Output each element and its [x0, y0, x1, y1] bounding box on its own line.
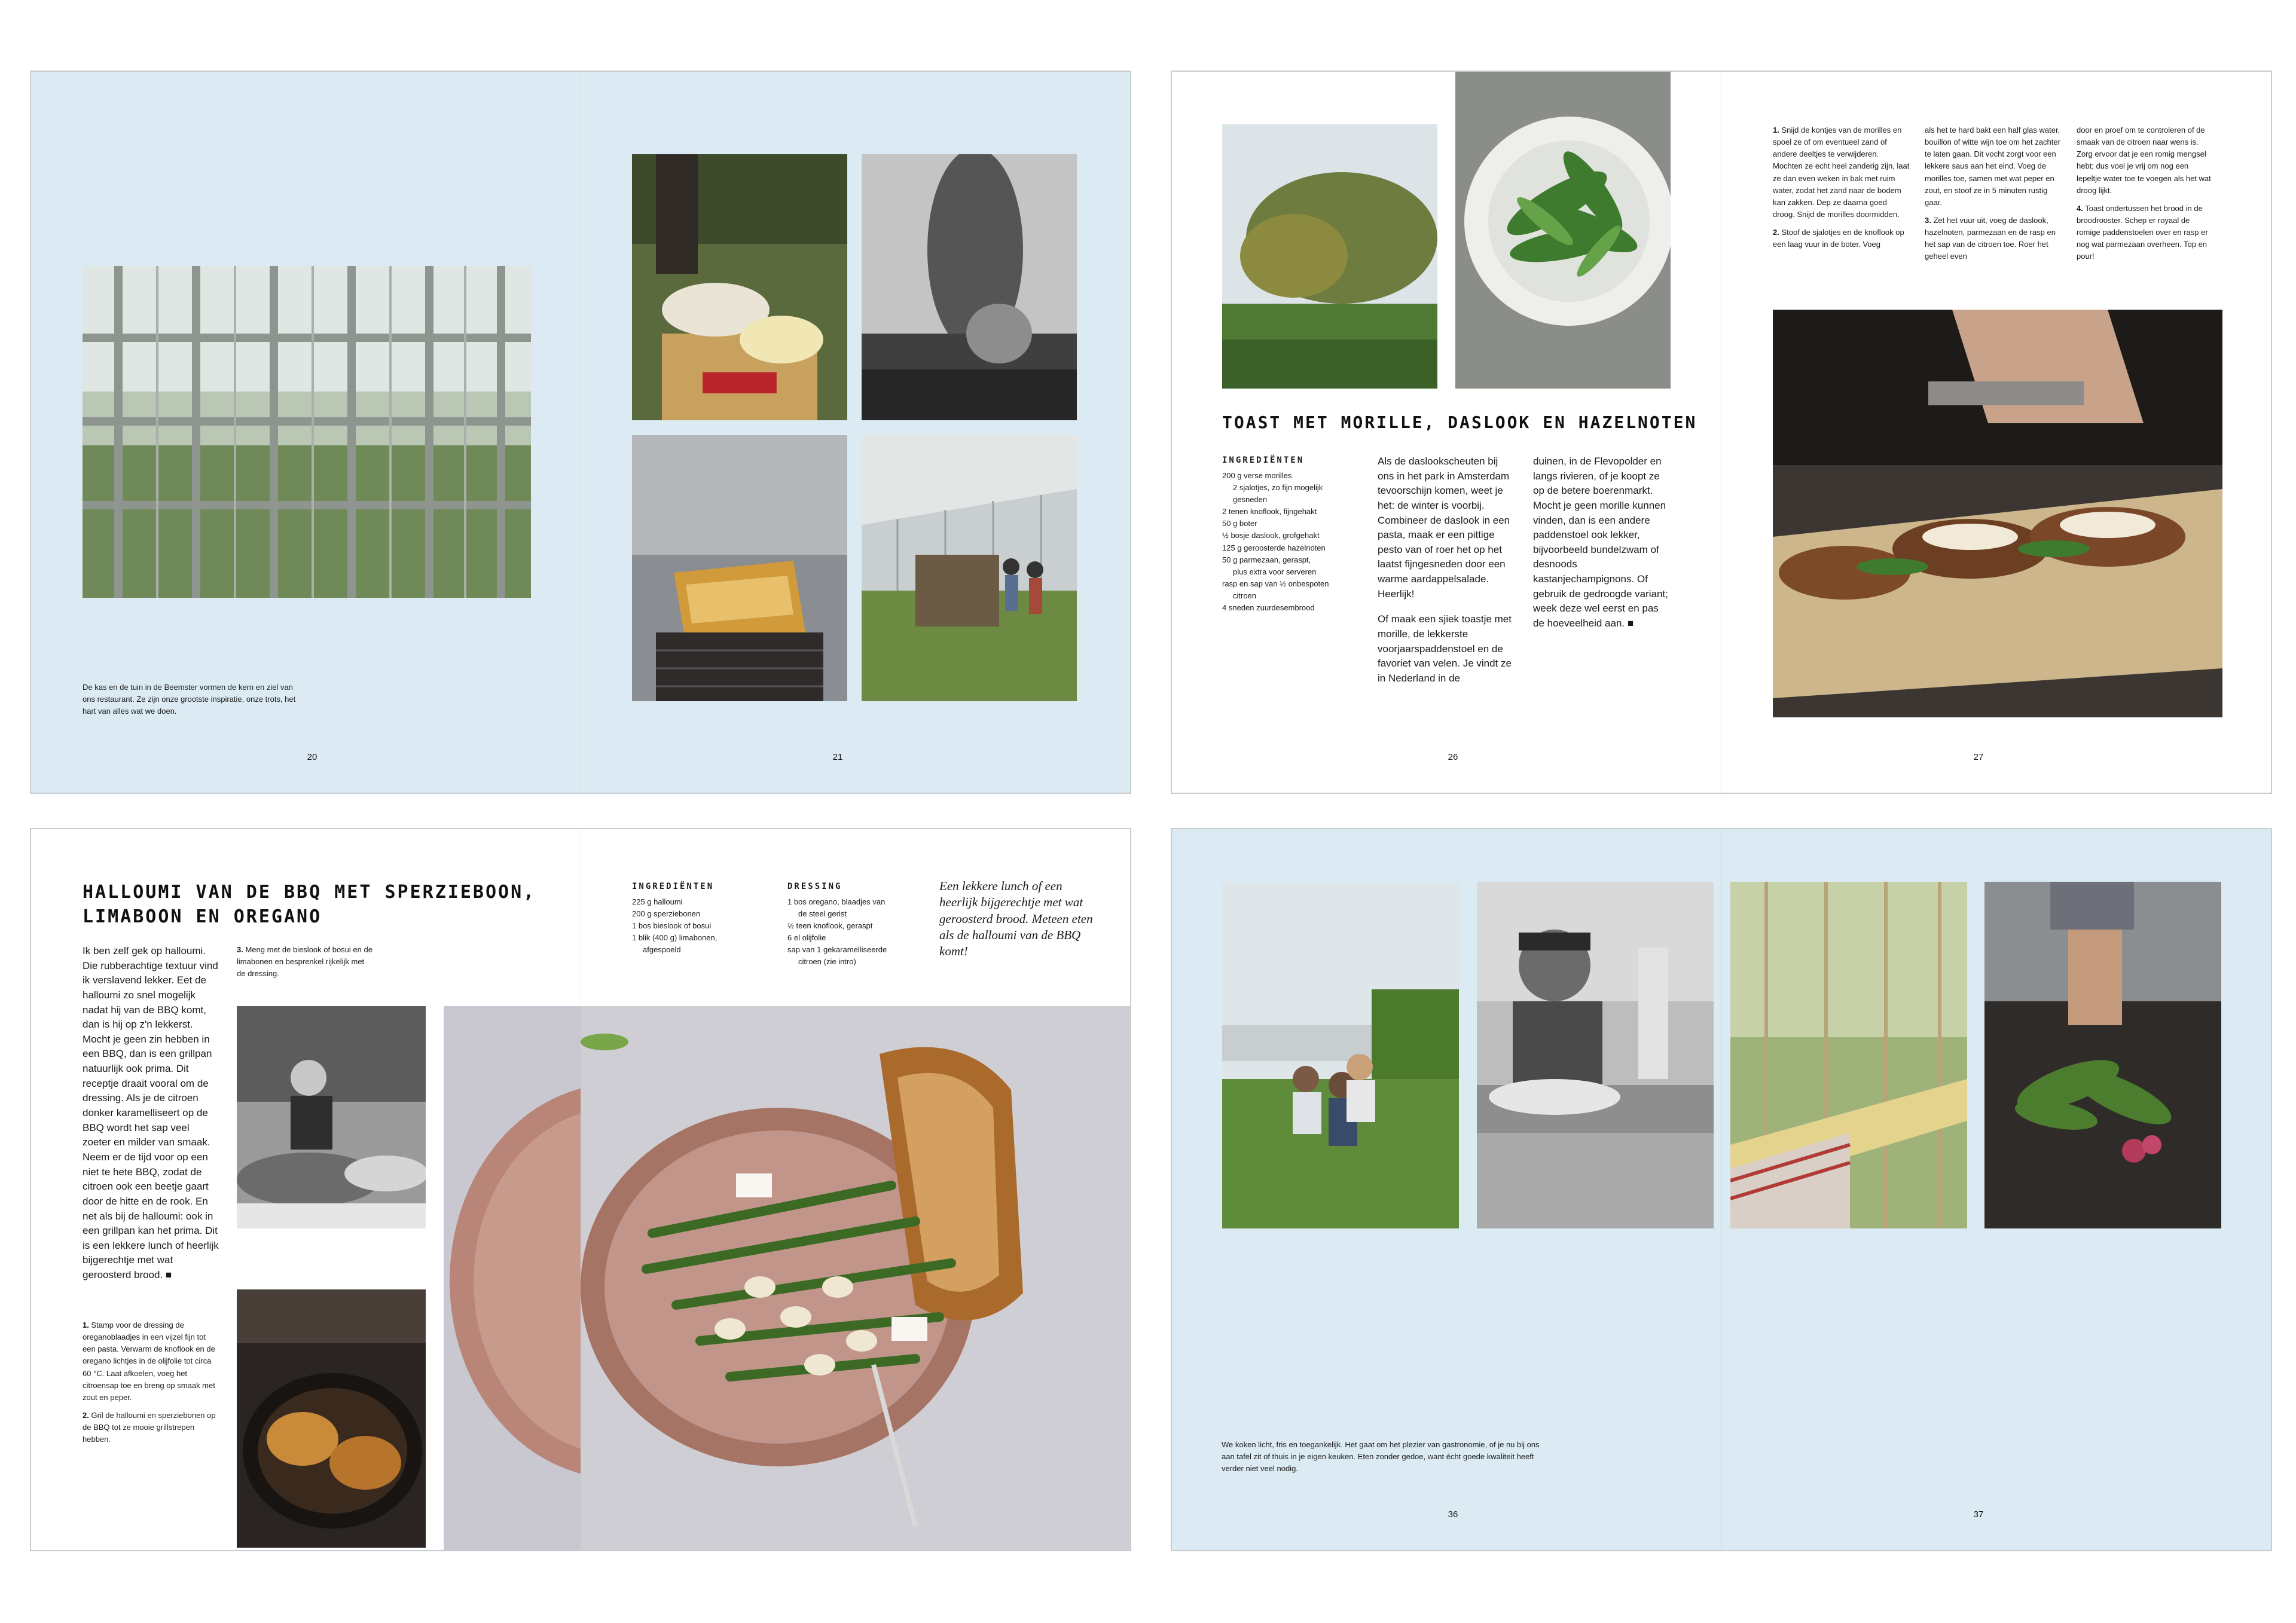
page-number-27: 27: [1973, 752, 1984, 762]
wild-garlic-bowl-photo: [1455, 72, 1671, 389]
method-step: als het te hard bakt een half glas water, bouillon of witte wijn toe om het zachter te laten gaan. Dit vocht zorgt voor een lekkere saus aan het eind. Voeg de morilles toe, samen met wat peper en zout, en stoof ze in 5 minuten rustig gaar.: [1925, 126, 2060, 207]
dressing-item: citroen (zie intro): [798, 957, 856, 967]
method-step: 4. Toast ondertussen het brood in de broodrooster. Schep er royaal de romige paddenstoelen over en rasp er nog wat parmezaan overheen. Top en pour!: [2077, 203, 2208, 261]
ingredient-item: 50 g boter: [1222, 519, 1257, 528]
intro-paragraph: Of maak een sjiek toastje met morille, de lekkerste voorjaarspaddenstoel en de favoriet van velen. Je vindt ze in Nederland in de: [1378, 613, 1512, 684]
bakery-bw-photo: [237, 1006, 426, 1228]
method-step: 3. Zet het vuur uit, voeg de daslook, hazelnoten, parmezaan en de rasp en het sap van de citroen toe. Roer het geheel even: [1925, 215, 2056, 261]
ingredient-item: 50 g parmezaan, geraspt,: [1222, 555, 1311, 564]
spread-26-27: [1171, 71, 2272, 794]
page-number-26: 26: [1448, 752, 1458, 762]
page-26: [1172, 72, 1721, 793]
method-column-1: [1773, 124, 1910, 256]
halloumi-step-3: [237, 944, 374, 986]
page-halloumi-left: [31, 829, 581, 1550]
ingredient-item: 225 g halloumi: [632, 897, 683, 906]
svg-text:▆▆▆▆: ▆▆▆▆: [703, 366, 777, 393]
method-step: 2. Gril de halloumi en sperziebonen op de BBQ tot ze mooie grillstrepen hebben.: [83, 1410, 216, 1444]
ingredient-item: citroen: [1233, 591, 1257, 601]
dressing-item: 6 el olijfolie: [787, 933, 826, 943]
intro-column-2: duinen, in de Flevopolder en langs rivieren, of je koopt ze op de betere boerenmarkt. Mocht je geen morille kunnen vinden, dan is een andere paddenstoel ook lekker, bijvoorbeeld bundelzwam of desnoods kastanjechampignons. Of gebruik de gedroogde variant; week deze wel eerst en pas de hoeveelheid aan. ■: [1533, 456, 1668, 629]
dressing-list: [787, 896, 925, 968]
ingredient-item: 125 g geroosterde hazelnoten: [1222, 543, 1326, 552]
spread-36-37: [1171, 828, 2272, 1551]
method-column-2: [1925, 124, 2062, 269]
field-trees-photo: [1222, 124, 1437, 389]
ingredients-list: [1222, 470, 1354, 615]
man-cap-bw-photo: [1477, 882, 1714, 1228]
tree-bw-photo: [862, 154, 1077, 420]
page-27: [1721, 72, 2271, 793]
ingredient-item: 1 bos bieslook of bosui: [632, 921, 712, 930]
method-step: 1. Snijd de kontjes van de morilles en spoel ze of om eventueel zand of andere deeltjes te verwijderen. Mochten ze echt heel zanderig zijn, laat ze dan even weken in bak met ruim water, zodat het zand naar de bodem kan zakken. Dep ze daarna goed droog. Snijd de morilles doormidden.: [1773, 126, 1910, 219]
chef-grilling-photo: [632, 154, 847, 420]
greenhouse-caption: De kas en de tuin in de Beemster vormen de kern en ziel van ons restaurant. Ze zijn onze grootste inspiratie, onze trots, het hart van alles wat we doen.: [83, 683, 296, 716]
friends-field-photo: [1222, 882, 1459, 1228]
title-line: LIMABOON EN OREGANO: [83, 906, 322, 927]
dressing-item: 1 bos oregano, blaadjes van: [787, 897, 886, 906]
ingredient-item: rasp en sap van ½ onbespoten: [1222, 579, 1329, 588]
ingredients-label: INGREDIËNTEN: [1222, 456, 1305, 465]
ingredient-item: 200 g verse morilles: [1222, 470, 1292, 480]
halloumi-plate-photo: [444, 1006, 582, 1551]
spread-20-21: [30, 71, 1131, 794]
halloumi-plate-photo-right: [581, 1006, 1131, 1551]
method-column-3: [2077, 124, 2214, 269]
ingredients-label: INGREDIËNTEN: [632, 882, 715, 891]
dressing-item: sap van 1 gekaramelliseerde: [787, 945, 887, 955]
ingredients-list: [632, 896, 770, 956]
dressing-item: de steel gerist: [798, 909, 847, 918]
ingredient-item: 1 blik (400 g) limabonen,: [632, 933, 718, 943]
dressing-label: DRESSING: [787, 882, 842, 891]
greenhouse-group-photo: [862, 435, 1077, 701]
intro-paragraph: Als de daslookscheuten bij ons in het park in Amsterdam tevoorschijn komen, weet je het: de winter is voorbij. Combineer de daslook in een pasta, maak er een pittige pesto van of roer het op het laatst fijngesneden door een warme aardappelsalade. Heerlijk!: [1378, 456, 1510, 600]
title-line: HALLOUMI VAN DE BBQ MET SPERZIEBOON,: [83, 882, 536, 903]
harvest-beets-photo: [1984, 882, 2221, 1228]
page-number-37: 37: [1973, 1509, 1984, 1520]
ingredient-item: gesneden: [1233, 494, 1268, 504]
ingredients-block: [1222, 454, 1354, 614]
ingredient-item: 4 sneden zuurdesembrood: [1222, 603, 1315, 613]
halloumi-ingredients: [632, 881, 770, 956]
page-number-36: 36: [1448, 1509, 1458, 1520]
page-number-20: 20: [307, 752, 317, 762]
ingredient-item: plus extra voor serveren: [1233, 567, 1317, 576]
philosophy-caption: We koken licht, fris en toegankelijk. Het gaat om het plezier van gastronomie, of je nu bij ons aan tafel zit of thuis in je eigen keuken. Eten zonder gedoe, want écht goede kwaliteit heeft verder niet veel nodig.: [1222, 1440, 1540, 1474]
pull-quote: Een lekkere lunch of een heerlijk bijgerechtje met wat geroosterd brood. Meteen eten als de halloumi van de BBQ komt!: [939, 879, 1093, 959]
dressing-item: ½ teen knoflook, geraspt: [787, 921, 873, 930]
halloumi-steps: [83, 1319, 220, 1451]
recipe-title-halloumi: [83, 881, 536, 929]
method-step: 3. Meng met de bieslook of bosui en de limabonen en besprenkel rijkelijk met de dressing.: [237, 945, 373, 979]
spread-halloumi: [30, 828, 1131, 1551]
page-halloumi-right: [581, 829, 1130, 1550]
halloumi-pan-photo: [237, 1289, 426, 1548]
halloumi-intro: Ik ben zelf gek op halloumi. Die rubberachtige textuur vind ik verslavend lekker. Eet de halloumi zo snel mogelijk nadat hij van de BBQ komt, dan is hij op z'n lekkerst. Mocht je geen zin hebben in een BBQ, dan is een grillpan natuurlijk ook prima. Dit receptje draait vooral om de dressing. Als je de citroen donker karamelliseert op de BBQ wordt het sap veel zoeter en milder van smaak. Neem er de tijd voor op een niet te hete BBQ, zodat de citroen ook een beetje gaart door de hitte en de rook. En net als bij de halloumi: ook in een grillpan kan het prima. Dit is een lekkere lunch of heerlijk bijgerechtje met wat geroosterd brood. ■: [83, 945, 219, 1281]
method-step: 1. Stamp voor de dressing de oreganoblaadjes in een vijzel fijn tot een pasta. Verwarm de knoflook en de oregano lichtjes in de olijfolie tot circa 60 °C. Laat afkoelen, voeg het citroensap toe en breng op smaak met zout en peper.: [83, 1321, 215, 1402]
page-20: [31, 72, 581, 793]
ingredient-item: 2 sjalotjes, zo fijn mogelijk: [1233, 482, 1323, 492]
ingredient-item: 200 g sperziebonen: [632, 909, 701, 918]
greenhouse-interior-photo: [83, 266, 531, 598]
intro-column-1: [1378, 454, 1515, 686]
recipe-title-toast: TOAST MET MORILLE, DASLOOK EN HAZELNOTEN: [1222, 412, 1697, 432]
grilled-bread-photo: [632, 435, 847, 701]
ingredient-item: 2 tenen knoflook, fijngehakt: [1222, 507, 1317, 516]
ingredient-item: afgespoeld: [643, 945, 681, 955]
page-number-21: 21: [832, 752, 843, 762]
method-step: door en proef om te controleren of de smaak van de citroen naar wens is. Zorg ervoor dat je een romig mengsel hebt; dus voel je vrij om nog een lepeltje water toe te voegen als het wat droog lijkt.: [2077, 126, 2211, 195]
ingredient-item: ½ bosje daslook, grofgehakt: [1222, 531, 1320, 540]
page-21: [581, 72, 1130, 793]
method-step: 2. Stoof de sjalotjes en de knoflook op een laag vuur in de boter. Voeg: [1773, 228, 1904, 249]
greenhouse-table-photo: [1730, 882, 1967, 1228]
halloumi-dressing: [787, 881, 925, 968]
toast-parmesan-photo: [1773, 310, 2222, 717]
